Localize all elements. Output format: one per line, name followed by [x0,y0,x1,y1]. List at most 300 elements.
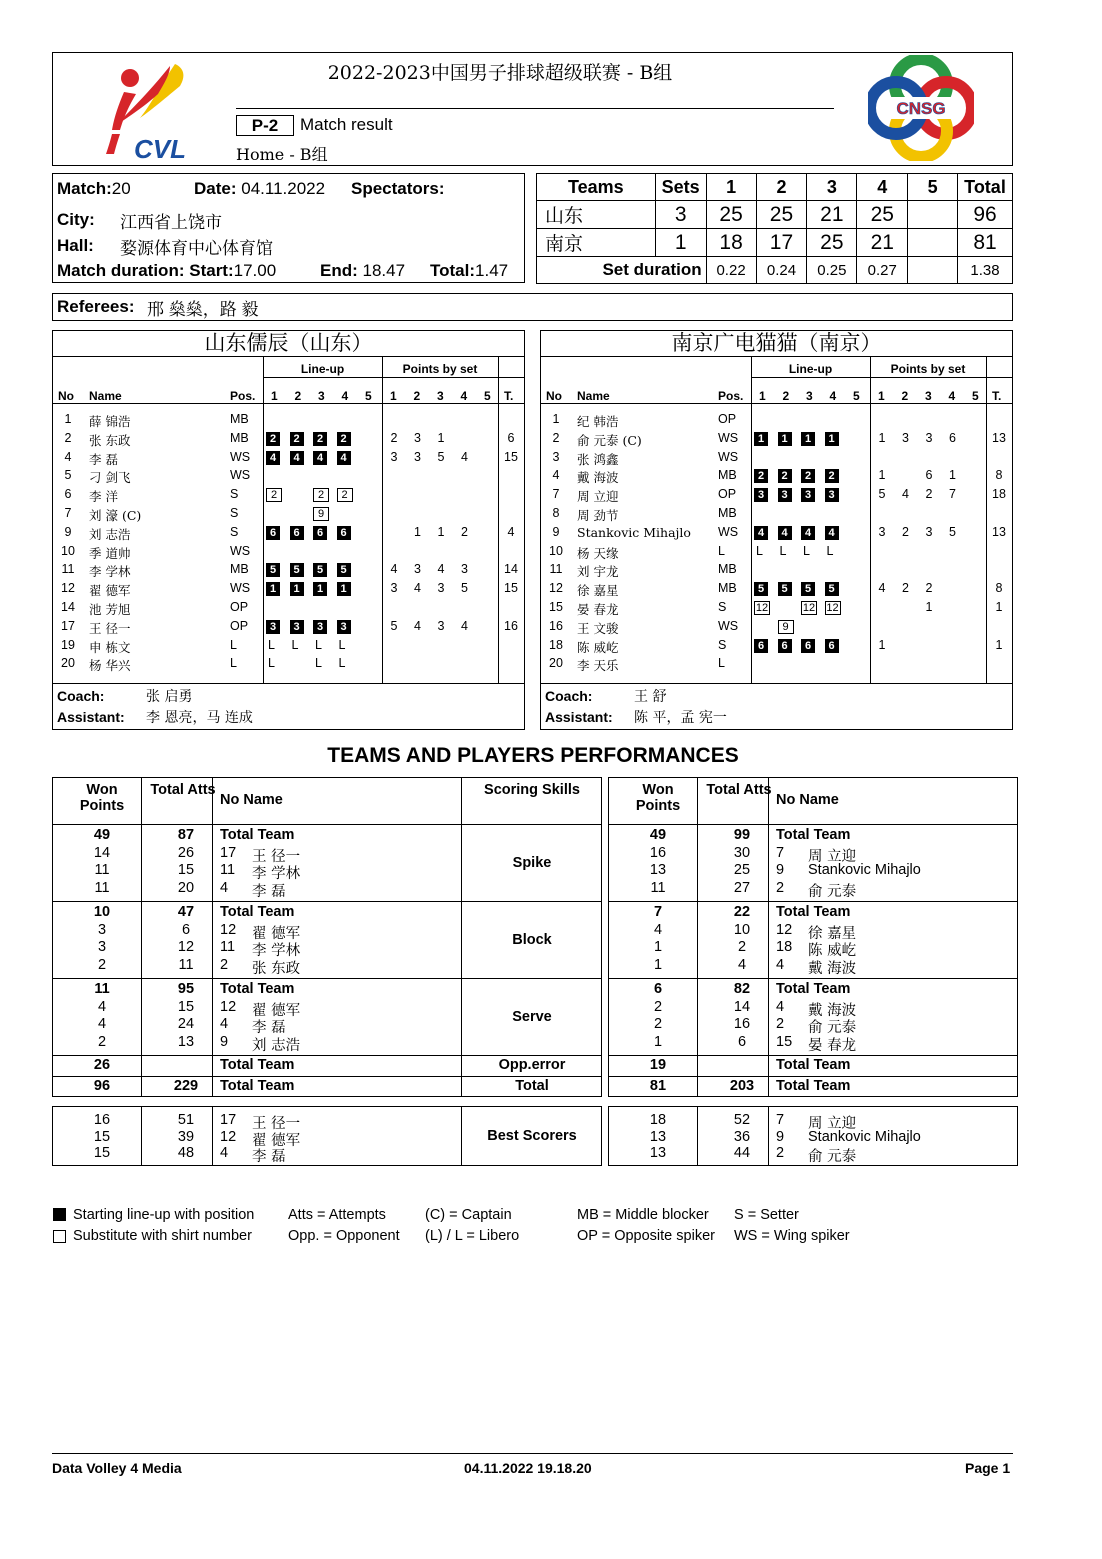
duration-row: Match duration: Start:17.00 [57,261,277,280]
performance-row-divider [52,824,462,825]
starting-position-mark: 6 [266,526,280,540]
won-points: 19 [649,1057,667,1073]
player-position: WS [718,430,739,445]
team-total-label: Total Team [220,1078,295,1094]
player-name: Stankovic Mihajlo [577,524,691,540]
no-name-header: No Name [220,792,283,808]
player-position: L [718,543,725,558]
points-set-header: 3 [925,389,932,403]
score-cell: 1 [655,229,706,257]
player-number: 9 [64,524,72,539]
assistant-label: Assistant: [57,709,125,725]
coach-label: Coach: [57,688,105,704]
subheader-divider [263,377,525,378]
player-total: 15 [504,581,518,596]
substitute-mark: 2 [337,488,353,502]
player-name: 翟 德军 [252,1002,301,1019]
won-points: 2 [653,1016,663,1032]
libero-mark: L [268,637,275,652]
team-total-label: Total Team [776,1057,851,1073]
legend-s: S = Setter [734,1207,799,1223]
performance-row-divider [608,1055,1018,1056]
player-name: 李 学林 [252,866,301,882]
player-total: 15 [504,449,518,464]
scoring-skill-label: Opp.error [498,1057,566,1073]
starting-position-mark: 1 [290,582,304,596]
scores-header-cell: 2 [756,174,807,201]
player-position: OP [230,618,249,633]
match-number-row: Match:20 [57,179,131,198]
player-name: 翟 德军 [89,583,131,599]
player-name: Total Team [220,827,295,843]
total-atts: 26 [177,844,195,861]
total-atts: 10 [733,921,751,938]
scoring-skill-label: Spike [512,855,552,871]
total-atts: 13 [177,1033,195,1050]
scores-header-cell: 3 [807,174,857,201]
total-atts: 87 [177,827,195,843]
player-number: 11 [220,862,236,878]
set-points: 2 [390,430,398,445]
set-points: 4 [437,562,445,577]
set-points: 1 [925,600,933,614]
won-points: 11 [650,879,666,896]
score-cell: 3 [655,201,706,229]
libero-mark: L [315,637,322,652]
total-atts: 4 [737,956,747,973]
set-points: 2 [461,524,468,539]
player-name: 王 径一 [252,1116,301,1132]
player-name: 俞 元泰 [808,1149,857,1165]
set-points: 4 [414,618,421,633]
substitute-mark: 2 [266,488,282,502]
player-name: 陈 威屹 [808,943,857,959]
pos-header: Pos. [230,389,256,403]
player-number: 12 [220,921,237,938]
total-atts: 15 [177,862,195,878]
player-position: S [718,600,727,614]
set-points: 1 [878,468,886,483]
player-position: S [718,637,727,652]
set-points: 5 [949,524,956,539]
player-position: WS [718,618,739,633]
won-points: 13 [649,862,667,878]
starting-position-mark: 1 [754,432,768,446]
city-value: 江西省上饶市 [120,213,222,232]
set-duration: 0.25 [807,257,857,284]
total-atts: 36 [733,1128,751,1145]
player-number: 17 [220,844,237,861]
player-number: 15 [776,1033,793,1050]
player-name: 刘 濠 (C) [89,508,142,523]
set-points: 3 [390,581,398,596]
player-number: 20 [549,656,563,671]
player-name: 翟 德军 [252,925,301,942]
won-points: 14 [93,844,111,861]
starting-lineup-swatch [53,1208,66,1221]
starting-position-mark: 1 [337,582,351,596]
performance-row-divider [52,978,462,979]
libero-mark: L [756,543,763,558]
player-position: MB [230,430,249,445]
set-points: 5 [390,618,398,633]
set-points: 1 [878,430,886,445]
performance-row-divider [52,901,462,902]
starting-position-mark: 4 [313,451,327,465]
scores-header-row [537,174,1013,201]
total-atts: 95 [177,981,195,997]
player-total: 4 [507,524,515,539]
starting-position-mark: 4 [266,451,280,465]
substitute-mark: 9 [313,507,329,521]
starting-position-mark: 3 [266,620,280,634]
team-name: 南京广电猫猫（南京） [541,331,1012,357]
no-name-header: No Name [776,792,839,808]
player-position: L [230,637,237,652]
starting-position-mark: 6 [801,639,815,653]
starting-position-mark: 1 [313,582,327,596]
player-number: 4 [776,998,785,1015]
starting-position-mark: 3 [313,620,327,634]
column-divider [263,357,264,683]
pos-header: Pos. [718,389,744,403]
set-points: 1 [949,468,956,483]
total-atts: 44 [733,1145,751,1161]
points-set-header: 5 [972,389,979,403]
score-cell: 17 [756,229,807,257]
total-atts: 99 [733,827,751,843]
player-number: 16 [549,618,563,633]
player-name: 刘 志浩 [89,526,131,542]
performance-row-divider [608,978,1018,979]
total-atts-header: Total Atts [706,782,772,798]
won-points: 49 [93,827,111,843]
set-duration-row [537,257,1013,284]
set-points: 5 [878,487,886,502]
player-name: 李 磊 [252,883,286,900]
total-atts: 25 [733,862,751,878]
total-header: T. [992,389,1002,403]
won-points: 10 [93,904,111,920]
starting-position-mark: 1 [778,432,792,446]
starting-position-mark: 2 [266,432,280,446]
player-name: 刘 宇龙 [577,564,619,580]
player-name: 俞 元泰 (C) [577,432,642,448]
points-set-header: 3 [437,389,444,403]
player-total: 1 [995,637,1003,652]
starting-position-mark: 3 [754,488,768,502]
won-points: 2 [653,998,663,1015]
total-time: Total:1.47 [430,261,509,280]
player-total: 18 [992,487,1006,502]
scores-header-cell: 4 [857,174,908,201]
player-number: 14 [61,600,75,614]
player-number: 2 [64,430,72,445]
player-position: OP [718,412,737,426]
performance-column-divider [697,1106,698,1166]
set-points: 6 [925,468,933,483]
won-points: 4 [97,998,107,1015]
total-atts: 14 [733,998,751,1015]
column-divider [751,357,752,683]
won-points: 11 [94,862,110,878]
player-name: Total Team [220,904,295,920]
total-atts: 30 [733,844,751,861]
lineup-set-header: 4 [829,389,837,403]
set-points: 5 [437,449,445,464]
starting-position-mark: 5 [337,563,351,577]
won-points: 18 [649,1112,667,1128]
won-points: 26 [93,1057,111,1073]
player-name: 申 栋文 [89,639,131,655]
player-position: L [230,656,237,671]
legend-captain: (C) = Captain [425,1207,512,1223]
player-name: 徐 嘉星 [577,583,619,599]
player-number: 2 [552,430,560,445]
name-header: Name [89,389,122,403]
scores-header-cell: Total [957,174,1012,201]
coach-label: Coach: [545,688,593,704]
player-number: 18 [776,939,793,955]
player-name: 徐 嘉星 [808,925,857,942]
won-points: 49 [649,827,667,843]
substitute-mark: 12 [755,602,769,614]
player-number: 4 [776,956,785,973]
set-scores-table [536,173,1013,284]
starting-position-mark: 4 [337,451,351,465]
player-name: 晏 春龙 [808,1037,857,1054]
player-number: 5 [64,468,72,483]
player-name: Total Team [776,827,851,843]
won-points: 3 [97,939,107,955]
performance-row-divider [608,824,1018,825]
legend-opp: Opp. = Opponent [288,1228,400,1244]
city-row: City: [57,210,95,229]
column-divider [382,357,383,683]
player-number: 17 [220,1112,237,1128]
player-name: 周 劲节 [577,508,619,523]
referees-label: Referees: [57,297,135,316]
set-points: 5 [461,581,468,596]
scores-header-cell: 5 [908,174,958,201]
player-name: 刘 志浩 [252,1037,301,1054]
won-points: 3 [97,921,107,938]
starting-position-mark: 5 [266,563,280,577]
player-position: WS [230,468,251,483]
starting-position-mark: 6 [778,639,792,653]
player-position: S [230,506,239,520]
starting-position-mark: 6 [825,639,839,653]
player-name: Total Team [220,981,295,997]
player-number: 9 [776,862,785,878]
player-number: 12 [776,921,793,938]
scoring-skill-label: Best Scorers [487,1128,577,1144]
starting-position-mark: 2 [313,432,327,446]
team-name: 南京 [537,229,656,257]
score-cell [908,201,958,229]
assistant-label: Assistant: [545,709,613,725]
set-points: 3 [902,430,909,445]
player-total: 6 [507,430,515,445]
coach-divider [541,683,1013,684]
score-cell: 81 [957,229,1012,257]
scoring-skill-label: Block [512,932,552,948]
player-number: 2 [776,1016,785,1032]
points-set-header: 2 [413,389,421,403]
won-points: 13 [649,1128,667,1145]
player-position: MB [718,562,737,577]
set-points: 4 [461,449,468,464]
end-time: End: 18.47 [320,261,406,280]
substitute-mark: 12 [826,602,839,614]
libero-mark: L [338,637,346,652]
player-total: 13 [992,524,1006,539]
won-points: 96 [93,1078,111,1094]
legend-op: OP = Opposite spiker [577,1228,715,1244]
footer-timestamp: 04.11.2022 19.18.20 [464,1460,592,1476]
starting-position-mark: 4 [778,526,792,540]
player-name: 李 学林 [89,564,131,580]
player-name: 刁 剑飞 [89,470,131,486]
won-points: 6 [653,981,663,997]
page-title: Match result [300,115,393,134]
player-name: 李 磊 [89,451,118,467]
player-number: 4 [552,468,560,483]
player-number: 4 [220,879,229,896]
legend-substitute: Substitute with shirt number [73,1228,252,1244]
set-points: 3 [925,430,933,445]
cnsg-logo [868,55,974,161]
player-number: 12 [220,1128,237,1145]
starting-position-mark: 2 [337,432,351,446]
player-number: 2 [776,879,785,896]
player-name: 李 天乐 [577,658,619,674]
player-number: 19 [61,637,75,652]
player-name: 张 东政 [89,432,131,448]
player-position: WS [230,543,251,558]
libero-mark: L [291,637,299,652]
set-points: 1 [878,637,886,652]
player-number: 2 [776,1145,785,1161]
starting-position-mark: 1 [825,432,839,446]
won-points: 81 [649,1078,667,1094]
starting-position-mark: 5 [290,563,304,577]
total-atts: 24 [177,1016,195,1032]
footer-rule [52,1453,1013,1454]
points-set-header: 5 [484,389,491,403]
name-header: Name [577,389,610,403]
player-name: Total Team [776,981,851,997]
player-position: WS [230,581,251,596]
performance-row-divider [461,978,602,979]
starting-position-mark: 6 [290,526,304,540]
player-name: 李 磊 [252,1020,286,1036]
player-number: 12 [220,998,237,1015]
player-number: 9 [776,1128,785,1145]
player-position: MB [718,468,737,483]
starting-position-mark: 4 [825,526,839,540]
player-name: 王 径一 [252,848,301,865]
set-points: 4 [390,562,398,577]
assistant-name: 陈 平，孟 宪一 [634,710,727,726]
player-number: 11 [61,562,75,577]
set-duration: 0.24 [756,257,807,284]
player-name: 俞 元泰 [808,883,857,900]
starting-position-mark: 4 [290,451,304,465]
player-name: 戴 海波 [808,960,857,977]
set-points: 3 [925,524,933,539]
player-name: 陈 威屹 [577,639,619,655]
total-atts: 6 [737,1033,747,1050]
player-total: 16 [504,618,518,633]
player-name: 俞 元泰 [808,1020,857,1036]
set-points: 1 [437,524,445,539]
set-duration-label: Set duration [537,257,707,284]
player-name: 周 立迎 [577,489,619,505]
starting-position-mark: 2 [825,469,839,483]
points-header: Points by set [890,362,966,376]
legend-mb: MB = Middle blocker [577,1207,709,1223]
footer-source: Data Volley 4 Media [52,1460,182,1476]
won-points: 15 [93,1145,111,1161]
player-position: L [718,656,725,671]
score-cell: 25 [756,201,807,229]
player-name: 翟 德军 [252,1132,301,1149]
performance-column-divider [141,777,142,1097]
set-points: 3 [414,430,421,445]
total-atts: 27 [733,879,751,896]
points-set-header: 1 [390,389,397,403]
set-points: 4 [902,487,909,502]
total-atts: 11 [178,956,194,973]
won-points: 16 [649,844,667,861]
set-points: 4 [461,618,468,633]
set-points: 6 [949,430,956,445]
score-cell: 96 [957,201,1012,229]
player-name: 周 立迎 [808,848,857,865]
player-name: Stankovic Mihajlo [808,862,921,878]
team-name: 山东 [537,201,656,229]
won-points: 1 [653,1033,663,1050]
performance-column-divider [697,777,698,1097]
coach-name: 张 启勇 [146,689,193,705]
legend-ws: WS = Wing spiker [734,1228,850,1244]
starting-position-mark: 2 [801,469,815,483]
total-atts: 16 [733,1016,751,1032]
score-cell [908,229,958,257]
points-header: Points by set [402,362,478,376]
performance-title: TEAMS AND PLAYERS PERFORMANCES [327,744,739,767]
starting-position-mark: 2 [754,469,768,483]
set-points: 3 [390,449,398,464]
libero-mark: L [803,543,810,558]
set-points: 3 [414,449,421,464]
lineup-set-header: 3 [318,389,325,403]
player-name: 戴 海波 [577,470,619,486]
won-points: 13 [649,1145,667,1161]
subheader-divider [751,377,1013,378]
total-atts: 51 [177,1112,195,1128]
lineup-set-header: 4 [341,389,349,403]
libero-mark: L [338,656,346,671]
player-number: 8 [552,506,560,520]
set-points: 1 [437,430,445,445]
page-subtitle: Home - B组 [236,145,328,164]
spectators-label: Spectators: [351,179,445,198]
lineup-header: Line-up [788,362,833,376]
set-duration: 0.27 [857,257,908,284]
column-divider [498,357,499,683]
